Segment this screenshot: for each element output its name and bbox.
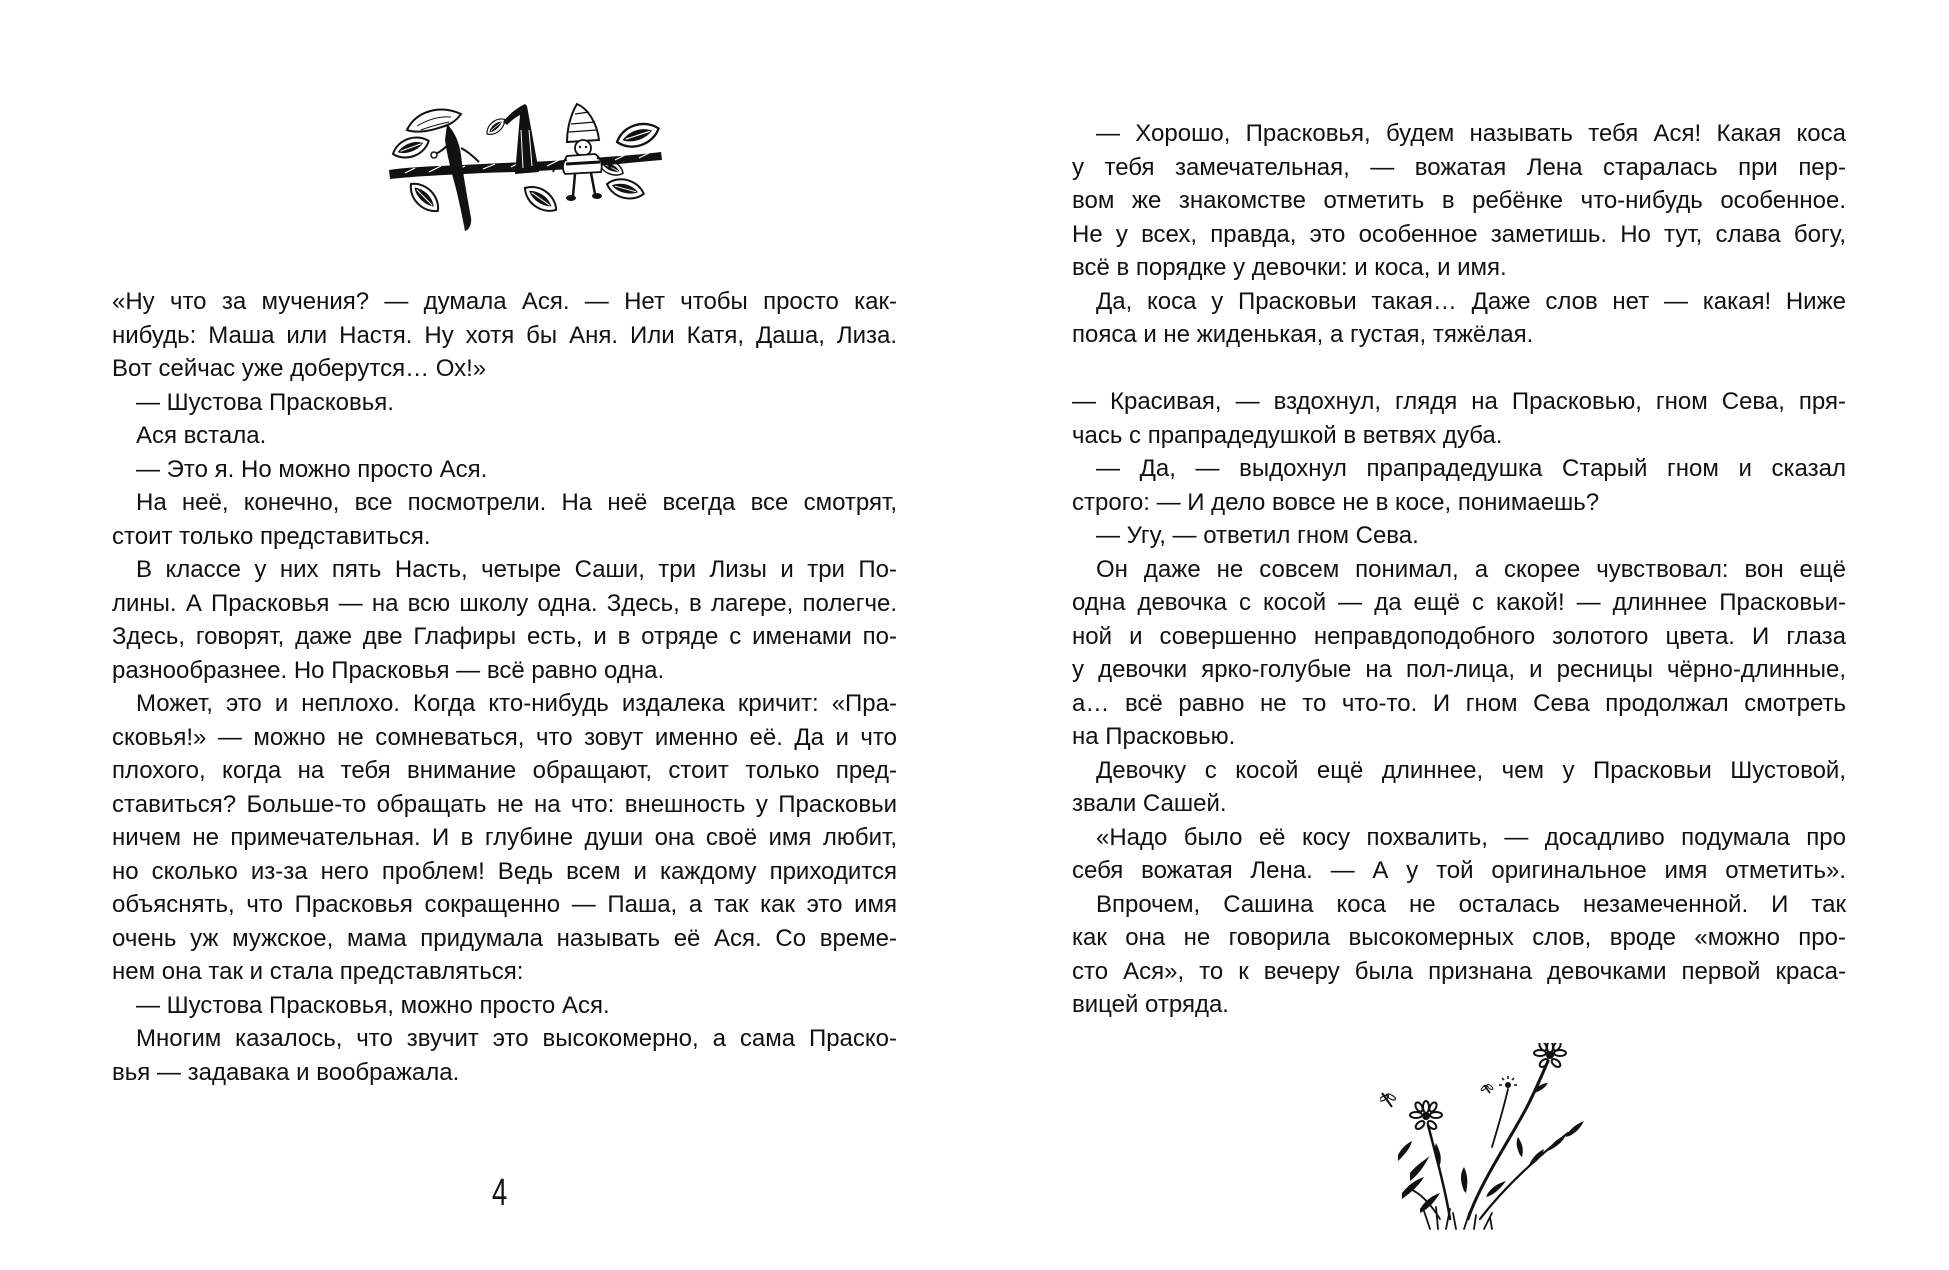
text-line: а… всё равно не то что-то. И гном Сева продолжал смотреть (1072, 689, 1846, 717)
text-line: — Шустова Прасковья, можно просто Ася. (136, 991, 610, 1019)
small-fly (1480, 1084, 1493, 1093)
text-line: вицей отряда. (1072, 991, 1229, 1018)
text-line: Не у всех, правда, это особенное заметишь. Но тут, слава богу, (1072, 220, 1846, 248)
text-line: ной и совершенно неправдоподобного золотого цвета. И глаза (1072, 622, 1846, 650)
wildflowers-illustration (1380, 1043, 1586, 1233)
text-line: Он даже не совсем понимал, а скорее чувствовал: вон ещё (1096, 555, 1846, 583)
text-line: Впрочем, Сашина коса не осталась незамеченной. И так (1096, 890, 1846, 918)
text-line: Многим казалось, что звучит это высокомерно, а сама Праско- (136, 1025, 897, 1052)
text-line: у девочки ярко-голубые на пол-лица, и ресницы чёрно-длинные, (1072, 656, 1846, 683)
daisy-top (1534, 1043, 1566, 1069)
text-line: — Да, — выдохнул прапрадедушка Старый гном и сказал (1096, 455, 1846, 482)
text-line: На неё, конечно, все посмотрели. На неё всегда все смотрят, (136, 489, 897, 516)
text-line: у тебя замечательная, — вожатая Лена старалась при пер- (1072, 153, 1846, 181)
text-line: «Ну что за мучения? — думала Ася. — Нет чтобы просто как- (112, 288, 897, 315)
small-flower (1499, 1076, 1517, 1088)
text-line: звали Сашей. (1072, 790, 1227, 817)
text-line: на Прасковью. (1072, 723, 1236, 750)
text-line: нибудь: Маша или Настя. Ну хотя бы Аня. Или Катя, Даша, Лиза. (112, 321, 897, 349)
text-line: стоит только представиться. (112, 522, 431, 550)
right-page-text (1072, 117, 1846, 1022)
text-line: но сколько из-за него проблем! Ведь всем и каждому приходится (112, 857, 897, 885)
leaves (1398, 1083, 1584, 1213)
dragonfly (1380, 1093, 1396, 1107)
text-line: вом же знакомстве отметить в ребёнке что-нибудь особенное. (1072, 187, 1846, 214)
left-page-text (112, 285, 897, 1089)
text-line: ставиться? Больше-то обращать не на что: внешность у Прасковьи (112, 790, 897, 818)
text-line: одна девочка с косой — да ещё с какой! — длиннее Прасковьи- (1072, 589, 1846, 616)
text-line: как она не говорила высокомерных слов, вроде «можно про- (1072, 924, 1846, 951)
section-break (1072, 352, 1846, 386)
daisy-left (1410, 1101, 1442, 1131)
text-line: лины. А Прасковья — на всю школу одна. Здесь, в лагере, полегче. (112, 589, 897, 617)
text-line: вья — задавака и воображала. (112, 1058, 460, 1086)
text-line: Может, это и неплохо. Когда кто-нибудь издалека кричит: «Пра- (136, 690, 897, 717)
text-line: пояса и не жиденькая, а густая, тяжёлая. (1072, 321, 1534, 348)
page-number: 4 (492, 1172, 508, 1214)
text-line: — Это я. Но можно просто Ася. (136, 455, 488, 483)
text-line: — Красивая, — вздохнул, глядя на Прасковью, гном Сева, пря- (1072, 388, 1846, 415)
text-line: объяснять, что Прасковья сокращенно — Паша, а так как это имя (112, 891, 897, 918)
text-line: нем она так и стала представляться: (112, 958, 524, 985)
text-line: сковья!» — можно не сомневаться, что зовут именно её. Да и что (112, 723, 897, 751)
gnomes-on-branch-illustration (387, 100, 663, 232)
text-line: очень уж мужское, мама придумала называть её Ася. Со време- (112, 924, 897, 952)
text-line: — Угу, — ответил гном Сева. (1096, 522, 1419, 549)
text-line: строго: — И дело вовсе не в косе, понимаешь? (1072, 488, 1600, 516)
text-line: плохого, когда на тебя внимание обращают, стоит только пред- (112, 757, 897, 784)
text-line: ничем не примечательная. И в глубине души она своё имя любит, (112, 824, 897, 851)
text-line: всё в порядке у девочки: и коса, и имя. (1072, 254, 1507, 281)
text-line: Ася встала. (136, 422, 267, 449)
text-line: Вот сейчас уже доберутся… Ох!» (112, 355, 487, 382)
text-line: «Надо было её косу похвалить, — досадливо подумала про (1096, 823, 1846, 851)
text-line: В классе у них пять Насть, четыре Саши, три Лизы и три По- (136, 556, 897, 583)
sitting-gnome (553, 104, 611, 201)
text-line: Девочку с косой ещё длиннее, чем у Прасковьи Шустовой, (1096, 756, 1846, 784)
text-line: сто Ася», то к вечеру была признана девочками первой краса- (1072, 957, 1846, 985)
text-line: разнообразнее. Но Прасковья — всё равно одна. (112, 656, 665, 684)
right-page (975, 0, 1949, 1270)
text-line: Здесь, говорят, даже две Глафиры есть, и в отряде с именами по- (112, 623, 897, 650)
text-line: Да, коса у Прасковьи такая… Даже слов нет — какая! Ниже (1096, 287, 1846, 315)
text-line: — Шустова Прасковья. (136, 388, 394, 416)
text-line: чась с прапрадедушкой в ветвях дуба. (1072, 421, 1503, 449)
text-line: — Хорошо, Прасковья, будем называть тебя Ася! Какая коса (1096, 120, 1846, 147)
text-line: себя вожатая Лена. — А у той оригинальное имя отметить». (1072, 857, 1846, 884)
